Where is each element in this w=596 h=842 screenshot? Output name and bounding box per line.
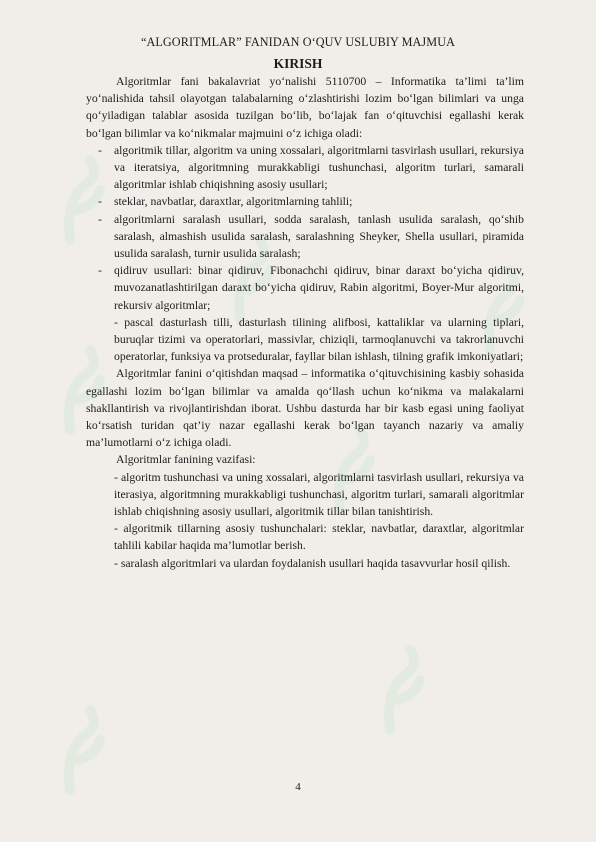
list-dash: - bbox=[98, 195, 102, 209]
list-item: - qidiruv usullari: binar qidiruv, Fibonachchi qidiruv, binar daraxt bo‘yicha qidiruv, muvozanatlashtirilgan daraxt bo‘yicha qidiruv, Rabin algoritmi, Boyer-Mur algoritmi, rekursiv algoritmlar; bbox=[98, 264, 524, 312]
watermark-logo-icon bbox=[380, 640, 430, 740]
list-dash: - bbox=[98, 212, 102, 226]
task-item: - algoritmik tillarning asosiy tushunchalari: steklar, navbatlar, daraxtlar, algoritmlar tahlili kabilar haqida ma’lumotlar berish. bbox=[114, 522, 524, 553]
competency-list bbox=[86, 142, 524, 314]
list-dash: - bbox=[98, 264, 102, 278]
list-item: - algoritmlarni saralash usullari, sodda saralash, tanlash usulida saralash, qo‘shib saralash, almashish usulida saralash, saralashning Sheyker, Shella usullari, piramida usulida saralash, turnir usulida saralash; bbox=[98, 212, 524, 261]
list-dash: - bbox=[98, 143, 102, 157]
page-number: 4 bbox=[295, 781, 301, 793]
task-item: - algoritm tushunchasi va uning xossalari, algoritmlarni tasvirlash usullari, rekursiya va iterasiya, algoritmning murakkabligi tushunchasi, algoritm turlari, samarali algoritmlar ishlab chiqishning asosiy usullari, algoritmik tillar bilan tanishtirish. bbox=[114, 470, 524, 519]
goal-paragraph: Algoritmlar fanini o‘qitishdan maqsad – informatika o‘qituvchisining kasbiy sohasida egallashi lozim bo‘lgan bilimlar va amalda qo‘llash uchun ko‘nikma va malakalarni shakllantirish va rivojlantirishdan iborat. Ushbu dasturda har bir kasb egasi uning faoliyat ko‘rsatish turidan qat’iy nazar egallashi kerak bo‘lgan tayanch nazariy va amaliy ma’lumotlarni o‘z ichiga oladi. bbox=[86, 367, 524, 450]
running-header: “ALGORITMLAR” FANIDAN O‘QUV USLUBIY MAJMUA bbox=[140, 35, 456, 49]
body-text bbox=[86, 73, 524, 572]
list-item: - steklar, navbatlar, daraxtlar, algoritmlarning tahlili; bbox=[86, 193, 524, 210]
list-item: - algoritmik tillar, algoritm va uning xossalari, algoritmlarni tasvirlash usullari, rekursiya va iteratsiya, algoritmning murakkabligi tushunchasi, algoritm turlari, samarali algoritmlar ishlab chiqishning asosiy usullari; bbox=[98, 143, 524, 192]
task-item: - saralash algoritmlari va ulardan foydalanish usullari haqida tasavvurlar hosil qilish. bbox=[114, 556, 511, 570]
tasks-heading: Algoritmlar fanining vazifasi: bbox=[116, 453, 256, 467]
list-extra-item: - pascal dasturlash tilli, dasturlash tilining alifbosi, kattaliklar va ularning tiplari, buruqlar tizimi va operatorlari, massivlar, chiziqli, tarmoqlanuvchi va takrorlanuvchi operatorlar, funksiya va protseduralar, fayllar bilan ishlash, tilning grafik imkoniyatlari; bbox=[114, 315, 524, 364]
intro-paragraph: Algoritmlar fani bakalavriat yo‘nalishi 5110700 – Informatika ta’limi ta’lim yo‘nalishida tahsil olayotgan talabalarning o‘zlashtirishi lozim bo‘lgan bilimlari va unga qo‘yiladigan talablar asosida tuzilgan bo‘lib, bo‘lajak fan o‘qituvchisi egallashi kerak bo‘lgan bilimlar va ko‘nikmalar majmuini o‘z ichiga oladi: bbox=[86, 75, 524, 140]
section-title: KIRISH bbox=[273, 56, 323, 71]
